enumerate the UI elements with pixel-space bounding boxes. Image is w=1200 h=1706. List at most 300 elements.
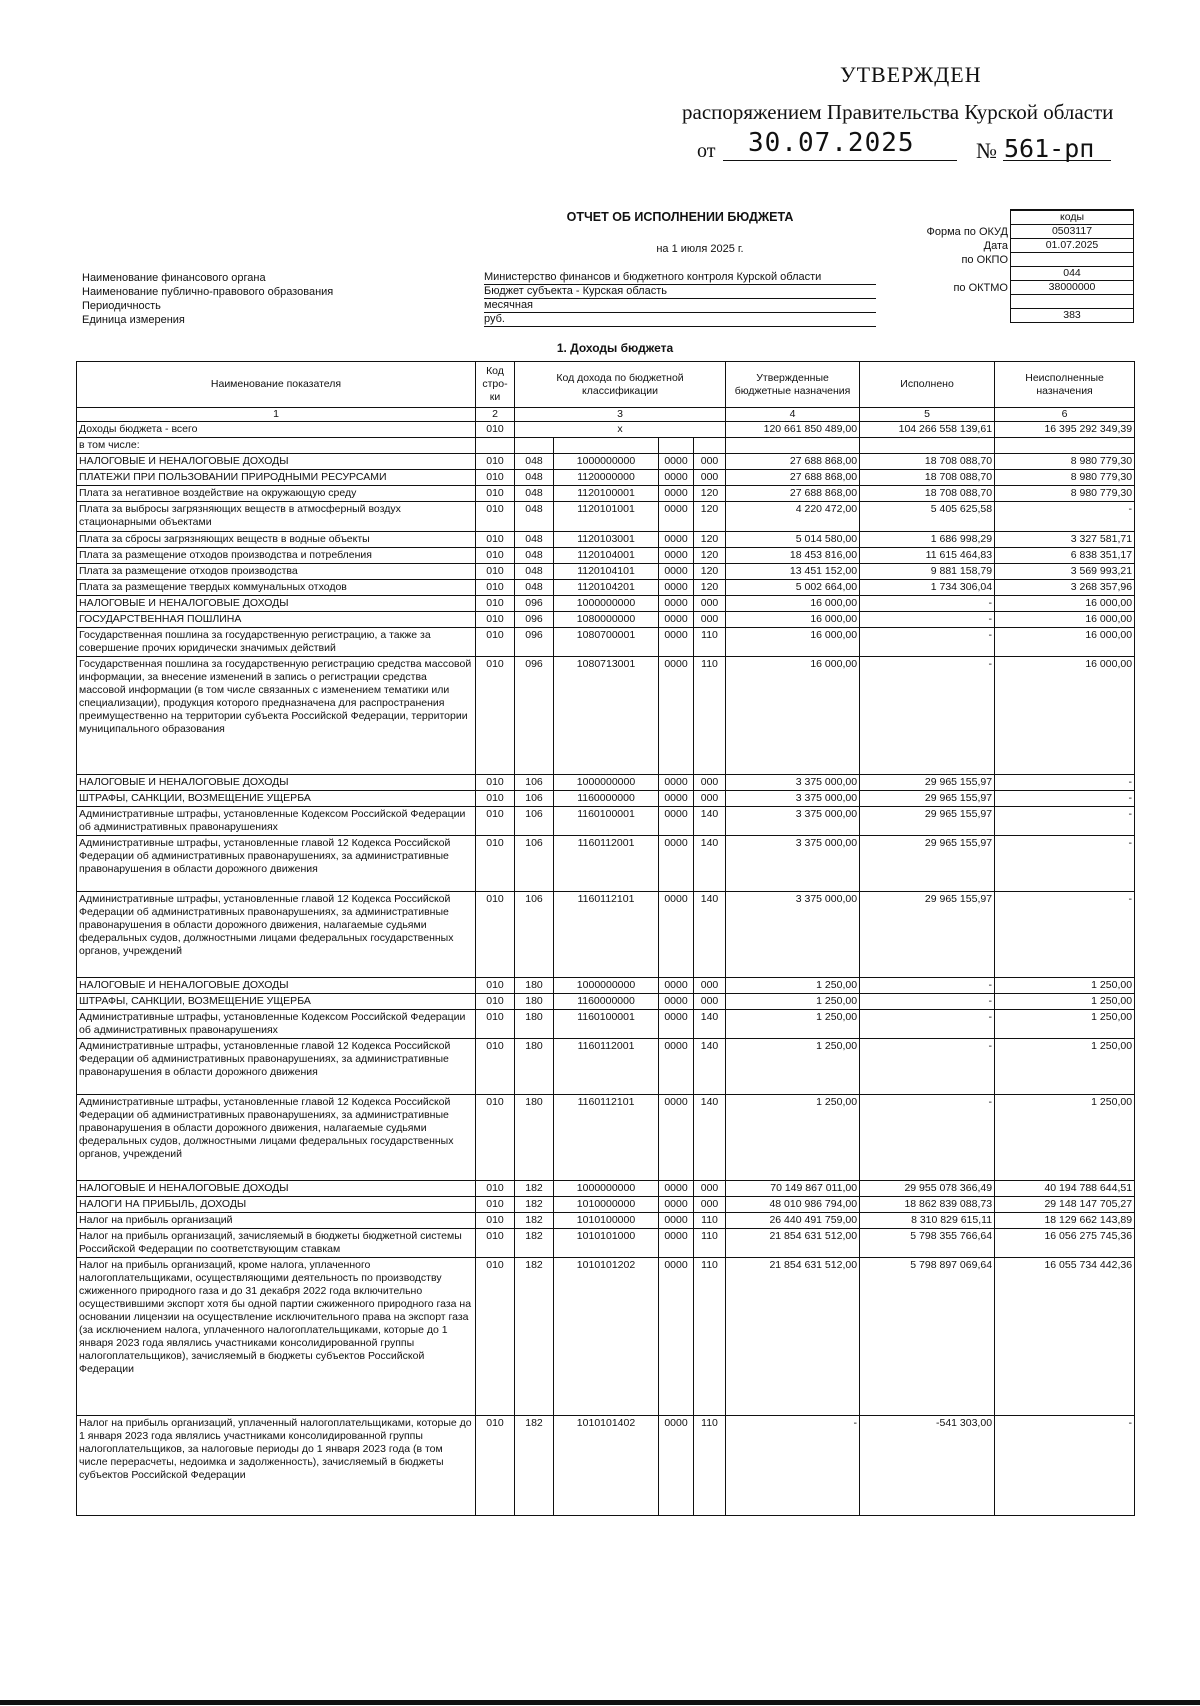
row-kind-code: 110: [694, 657, 726, 775]
row-line-code: 010: [476, 1010, 515, 1039]
table-row: [77, 502, 1135, 532]
row-income-code: 1000000000: [554, 775, 659, 791]
row-line-code: 010: [476, 1213, 515, 1229]
code-glava: 044: [1011, 267, 1134, 281]
fin-organ-value: Министерство финансов и бюджетного контроля Курской области: [484, 270, 876, 285]
row-admin-code: 182: [515, 1416, 554, 1516]
table-row: [77, 438, 1135, 454]
row-unexecuted: 16 395 292 349,39: [995, 422, 1135, 438]
table-row: [77, 1416, 1135, 1516]
row-program-code: 0000: [659, 1010, 694, 1039]
row-admin-code: 182: [515, 1197, 554, 1213]
row-income-code: 1080700001: [554, 628, 659, 657]
row-executed: 29 955 078 366,49: [860, 1181, 995, 1197]
unit-label: Единица измерения: [82, 314, 185, 326]
row-line-code: 010: [476, 1095, 515, 1181]
row-program-code: 0000: [659, 548, 694, 564]
row-admin-code: 048: [515, 548, 554, 564]
row-approved: 21 854 631 512,00: [726, 1229, 860, 1258]
entity-value: Бюджет субъекта - Курская область: [484, 284, 876, 299]
row-name: Государственная пошлина за государственную регистрацию, а также за совершение прочих юридически значимых действий: [77, 628, 476, 657]
row-line-code: 010: [476, 422, 515, 438]
row-program-code: 0000: [659, 807, 694, 836]
table-row: [77, 1258, 1135, 1416]
date-label: Дата: [983, 240, 1008, 252]
row-unexecuted: 16 000,00: [995, 596, 1135, 612]
row-program-code: 0000: [659, 564, 694, 580]
codes-table: [1010, 209, 1134, 323]
row-unexecuted: -: [995, 791, 1135, 807]
row-approved: 4 220 472,00: [726, 502, 860, 532]
row-approved: 1 250,00: [726, 994, 860, 1010]
row-line-code: 010: [476, 470, 515, 486]
row-income-code: 1120101001: [554, 502, 659, 532]
row-approved: 16 000,00: [726, 612, 860, 628]
row-unexecuted: -: [995, 502, 1135, 532]
table-row: [77, 1010, 1135, 1039]
row-admin-code: 096: [515, 657, 554, 775]
row-program-code: 0000: [659, 470, 694, 486]
row-name: НАЛОГОВЫЕ И НЕНАЛОГОВЫЕ ДОХОДЫ: [77, 596, 476, 612]
row-kind-code: 140: [694, 1039, 726, 1095]
oktmo-label: по ОКТМО: [953, 282, 1008, 294]
row-approved: 5 014 580,00: [726, 532, 860, 548]
code-date: 01.07.2025: [1011, 239, 1134, 253]
row-kind-code: 000: [694, 1181, 726, 1197]
colnum: 4: [726, 408, 860, 422]
row-program-code: 0000: [659, 1197, 694, 1213]
row-program-code: 0000: [659, 978, 694, 994]
row-kind-code: 140: [694, 836, 726, 892]
row-admin-code: 048: [515, 470, 554, 486]
row-executed: 29 965 155,97: [860, 791, 995, 807]
row-program-code: 0000: [659, 892, 694, 978]
row-income-code: 1000000000: [554, 1181, 659, 1197]
row-admin-code: 182: [515, 1213, 554, 1229]
code-okud: 0503117: [1011, 225, 1134, 239]
row-name: НАЛОГОВЫЕ И НЕНАЛОГОВЫЕ ДОХОДЫ: [77, 978, 476, 994]
row-unexecuted: [995, 438, 1135, 454]
row-admin-code: 096: [515, 596, 554, 612]
table-row: [77, 775, 1135, 791]
periodicity-label: Периодичность: [82, 300, 161, 312]
row-income-code: 1160112001: [554, 836, 659, 892]
row-unexecuted: 8 980 779,30: [995, 486, 1135, 502]
row-kind-code: 110: [694, 1229, 726, 1258]
row-unexecuted: 6 838 351,17: [995, 548, 1135, 564]
row-program-code: 0000: [659, 612, 694, 628]
row-approved: 70 149 867 011,00: [726, 1181, 860, 1197]
row-executed: 9 881 158,79: [860, 564, 995, 580]
table-row: [77, 1039, 1135, 1095]
row-unexecuted: 8 980 779,30: [995, 454, 1135, 470]
row-approved: [726, 438, 860, 454]
table-row: [77, 791, 1135, 807]
row-program-code: 0000: [659, 994, 694, 1010]
bottom-rule: [0, 1700, 1200, 1705]
row-income-code: 1120104201: [554, 580, 659, 596]
row-income-code: 1160112001: [554, 1039, 659, 1095]
header-income-code: Код дохода по бюджетной классификации: [515, 362, 726, 408]
periodicity-value: месячная: [484, 298, 876, 313]
row-name: Плата за размещение отходов производства и потребления: [77, 548, 476, 564]
row-line-code: 010: [476, 612, 515, 628]
row-kind-code: 120: [694, 532, 726, 548]
order-text: распоряжением Правительства Курской области: [682, 100, 1114, 124]
row-approved: 3 375 000,00: [726, 791, 860, 807]
row-approved: 48 010 986 794,00: [726, 1197, 860, 1213]
row-unexecuted: 3 268 357,96: [995, 580, 1135, 596]
row-kind-code: 000: [694, 791, 726, 807]
row-executed: -: [860, 657, 995, 775]
entity-label: Наименование публично-правового образования: [82, 286, 334, 298]
header-executed: Исполнено: [860, 362, 995, 408]
row-name: Административные штрафы, установленные главой 12 Кодекса Российской Федерации об административных правонарушениях, за административные правонарушения в области дорожного движения: [77, 1039, 476, 1095]
row-name: НАЛОГОВЫЕ И НЕНАЛОГОВЫЕ ДОХОДЫ: [77, 1181, 476, 1197]
row-executed: 104 266 558 139,61: [860, 422, 995, 438]
row-executed: 18 862 839 088,73: [860, 1197, 995, 1213]
row-unexecuted: 1 250,00: [995, 1095, 1135, 1181]
row-name: НАЛОГОВЫЕ И НЕНАЛОГОВЫЕ ДОХОДЫ: [77, 775, 476, 791]
row-program-code: 0000: [659, 596, 694, 612]
row-program-code: 0000: [659, 1416, 694, 1516]
row-line-code: 010: [476, 1181, 515, 1197]
row-line-code: 010: [476, 548, 515, 564]
table-row: [77, 580, 1135, 596]
row-name: Административные штрафы, установленные Кодексом Российской Федерации об административных правонарушениях: [77, 1010, 476, 1039]
row-admin-code: 106: [515, 836, 554, 892]
row-name: Налог на прибыль организаций: [77, 1213, 476, 1229]
row-income-code: 1120103001: [554, 532, 659, 548]
table-row: [77, 628, 1135, 657]
row-line-code: 010: [476, 1197, 515, 1213]
unit-value: руб.: [484, 312, 876, 327]
code-oktmo: 38000000: [1011, 281, 1134, 295]
colnum: 2: [476, 408, 515, 422]
row-approved: 1 250,00: [726, 1039, 860, 1095]
row-approved: 1 250,00: [726, 1010, 860, 1039]
date-underline: [723, 160, 957, 161]
row-line-code: 010: [476, 596, 515, 612]
table-row: [77, 807, 1135, 836]
row-name: ШТРАФЫ, САНКЦИИ, ВОЗМЕЩЕНИЕ УЩЕРБА: [77, 994, 476, 1010]
row-kind-code: 110: [694, 1213, 726, 1229]
from-label: от: [697, 140, 716, 162]
row-program-code: [659, 438, 694, 454]
row-income-code: 1010101000: [554, 1229, 659, 1258]
row-income-code: 1000000000: [554, 454, 659, 470]
row-executed: 18 708 088,70: [860, 486, 995, 502]
row-unexecuted: 16 000,00: [995, 657, 1135, 775]
row-income-code: 1010101202: [554, 1258, 659, 1416]
row-program-code: 0000: [659, 628, 694, 657]
row-kind-code: 120: [694, 580, 726, 596]
row-income-code: 1120104001: [554, 548, 659, 564]
row-program-code: 0000: [659, 657, 694, 775]
table-row: [77, 422, 1135, 438]
row-income-code: 1160000000: [554, 791, 659, 807]
row-approved: 26 440 491 759,00: [726, 1213, 860, 1229]
row-kind-code: 140: [694, 1010, 726, 1039]
row-admin-code: 096: [515, 612, 554, 628]
row-line-code: 010: [476, 775, 515, 791]
row-program-code: 0000: [659, 1258, 694, 1416]
row-income-code: 1120104101: [554, 564, 659, 580]
table-row: [77, 564, 1135, 580]
code-okpo: [1011, 253, 1134, 267]
row-unexecuted: -: [995, 1416, 1135, 1516]
code-period: [1011, 295, 1134, 309]
row-executed: 5 405 625,58: [860, 502, 995, 532]
row-unexecuted: 1 250,00: [995, 978, 1135, 994]
row-admin-code: 106: [515, 791, 554, 807]
row-name: Административные штрафы, установленные главой 12 Кодекса Российской Федерации об административных правонарушениях, за административные правонарушения в области дорожного движения, налагаемые судьями федеральных судов, должностными лицами федеральных государственных органов, учреждений: [77, 1095, 476, 1181]
row-executed: 18 708 088,70: [860, 470, 995, 486]
table-row: [77, 657, 1135, 775]
row-unexecuted: 18 129 662 143,89: [995, 1213, 1135, 1229]
row-admin-code: 182: [515, 1258, 554, 1416]
row-executed: -: [860, 1039, 995, 1095]
row-approved: 16 000,00: [726, 628, 860, 657]
row-executed: -: [860, 612, 995, 628]
row-program-code: 0000: [659, 454, 694, 470]
row-approved: 27 688 868,00: [726, 486, 860, 502]
fin-organ-label: Наименование финансового органа: [82, 272, 266, 284]
table-row: [77, 1229, 1135, 1258]
row-line-code: 010: [476, 994, 515, 1010]
row-name: ШТРАФЫ, САНКЦИИ, ВОЗМЕЩЕНИЕ УЩЕРБА: [77, 791, 476, 807]
row-name: Доходы бюджета - всего: [77, 422, 476, 438]
row-line-code: 010: [476, 1039, 515, 1095]
row-line-code: 010: [476, 1258, 515, 1416]
colnum: 5: [860, 408, 995, 422]
row-executed: -: [860, 596, 995, 612]
row-program-code: 0000: [659, 486, 694, 502]
table-row: [77, 596, 1135, 612]
table-row: [77, 454, 1135, 470]
row-unexecuted: 16 000,00: [995, 628, 1135, 657]
row-line-code: 010: [476, 532, 515, 548]
row-line-code: 010: [476, 628, 515, 657]
approved-heading: УТВЕРЖДЕН: [840, 62, 982, 87]
row-executed: 8 310 829 615,11: [860, 1213, 995, 1229]
row-name: Налог на прибыль организаций, зачисляемый в бюджеты бюджетной системы Российской Федерации по соответствующим ставкам: [77, 1229, 476, 1258]
table-row: [77, 532, 1135, 548]
row-executed: 29 965 155,97: [860, 775, 995, 791]
row-approved: 5 002 664,00: [726, 580, 860, 596]
row-name: Плата за негативное воздействие на окружающую среду: [77, 486, 476, 502]
row-executed: -: [860, 994, 995, 1010]
row-kind-code: 000: [694, 775, 726, 791]
row-income-code: 1080713001: [554, 657, 659, 775]
row-kind-code: 110: [694, 1258, 726, 1416]
row-name: в том числе:: [77, 438, 476, 454]
row-unexecuted: 3 569 993,21: [995, 564, 1135, 580]
row-approved: 3 375 000,00: [726, 892, 860, 978]
row-unexecuted: 1 250,00: [995, 1039, 1135, 1095]
row-executed: 11 615 464,83: [860, 548, 995, 564]
row-approved: 1 250,00: [726, 1095, 860, 1181]
row-unexecuted: 3 327 581,71: [995, 532, 1135, 548]
row-name: Государственная пошлина за государственную регистрацию средства массовой информации, за внесение изменений в запись о регистрации средства массовой информации (в том числе связанных с изменением тематики или специализации), продукция которого предназначена для распространения преимущественно на территории субъекта Российской Федерации, территории муниципального образования: [77, 657, 476, 775]
row-line-code: 010: [476, 791, 515, 807]
row-unexecuted: 1 250,00: [995, 1010, 1135, 1039]
row-name: ПЛАТЕЖИ ПРИ ПОЛЬЗОВАНИИ ПРИРОДНЫМИ РЕСУРСАМИ: [77, 470, 476, 486]
row-unexecuted: -: [995, 836, 1135, 892]
row-line-code: 010: [476, 564, 515, 580]
row-admin-code: 048: [515, 454, 554, 470]
row-kind-code: 120: [694, 548, 726, 564]
row-executed: 29 965 155,97: [860, 836, 995, 892]
report-title: ОТЧЕТ ОБ ИСПОЛНЕНИИ БЮДЖЕТА: [566, 210, 794, 224]
row-approved: 120 661 850 489,00: [726, 422, 860, 438]
row-approved: 3 375 000,00: [726, 775, 860, 791]
row-approved: 16 000,00: [726, 657, 860, 775]
row-program-code: 0000: [659, 1039, 694, 1095]
table-row: [77, 470, 1135, 486]
table-row: [77, 548, 1135, 564]
row-executed: 1 686 998,29: [860, 532, 995, 548]
row-kind-code: 000: [694, 1197, 726, 1213]
row-name: Плата за сбросы загрязняющих веществ в водные объекты: [77, 532, 476, 548]
row-program-code: 0000: [659, 1181, 694, 1197]
colnum: 1: [77, 408, 476, 422]
row-name: НАЛОГОВЫЕ И НЕНАЛОГОВЫЕ ДОХОДЫ: [77, 454, 476, 470]
row-income-code: [554, 438, 659, 454]
row-income-code: 1000000000: [554, 978, 659, 994]
row-unexecuted: 16 056 275 745,36: [995, 1229, 1135, 1258]
row-income-code: 1120100001: [554, 486, 659, 502]
table-row: [77, 892, 1135, 978]
row-unexecuted: 40 194 788 644,51: [995, 1181, 1135, 1197]
row-executed: 1 734 306,04: [860, 580, 995, 596]
header-name: Наименование показателя: [77, 362, 476, 408]
row-line-code: 010: [476, 978, 515, 994]
number-underline: [1003, 160, 1111, 161]
row-executed: -: [860, 1095, 995, 1181]
row-line-code: 010: [476, 1416, 515, 1516]
row-admin-code: 048: [515, 532, 554, 548]
row-kind-code: 120: [694, 502, 726, 532]
row-name: Административные штрафы, установленные Кодексом Российской Федерации об административных правонарушениях: [77, 807, 476, 836]
row-line-code: 010: [476, 502, 515, 532]
row-kind-code: 110: [694, 1416, 726, 1516]
row-admin-code: 180: [515, 978, 554, 994]
code-okei: 383: [1011, 309, 1134, 323]
row-unexecuted: 8 980 779,30: [995, 470, 1135, 486]
row-admin-code: 106: [515, 892, 554, 978]
row-executed: 5 798 355 766,64: [860, 1229, 995, 1258]
row-income-code: 1120000000: [554, 470, 659, 486]
row-unexecuted: -: [995, 775, 1135, 791]
row-approved: 1 250,00: [726, 978, 860, 994]
row-kind-code: 140: [694, 807, 726, 836]
row-kind-code: 000: [694, 978, 726, 994]
row-kind-code: 120: [694, 486, 726, 502]
table-row: [77, 978, 1135, 994]
table-row: [77, 1197, 1135, 1213]
row-income-code: 1160000000: [554, 994, 659, 1010]
table-row: [77, 1181, 1135, 1197]
row-unexecuted: 1 250,00: [995, 994, 1135, 1010]
row-line-code: [476, 438, 515, 454]
row-program-code: 0000: [659, 1229, 694, 1258]
row-executed: -: [860, 1010, 995, 1039]
row-admin-code: [515, 438, 554, 454]
row-executed: [860, 438, 995, 454]
row-executed: -: [860, 628, 995, 657]
table-row: [77, 612, 1135, 628]
row-approved: 18 453 816,00: [726, 548, 860, 564]
colnum: 6: [995, 408, 1135, 422]
row-name: Плата за размещение твердых коммунальных отходов: [77, 580, 476, 596]
row-kind-code: 000: [694, 454, 726, 470]
row-program-code: 0000: [659, 1095, 694, 1181]
order-number: 561-рп: [1004, 134, 1095, 163]
row-line-code: 010: [476, 836, 515, 892]
table-row: [77, 486, 1135, 502]
row-unexecuted: 16 055 734 442,36: [995, 1258, 1135, 1416]
row-kind-code: 120: [694, 564, 726, 580]
row-executed: -: [860, 978, 995, 994]
header-approved: Утвержденные бюджетные назначения: [726, 362, 860, 408]
row-approved: 21 854 631 512,00: [726, 1258, 860, 1416]
report-as-of: на 1 июля 2025 г.: [656, 243, 744, 255]
row-program-code: 0000: [659, 532, 694, 548]
row-program-code: 0000: [659, 791, 694, 807]
row-kind-code: 000: [694, 596, 726, 612]
section-title: 1. Доходы бюджета: [556, 341, 674, 355]
row-income-code: 1160112101: [554, 1095, 659, 1181]
row-line-code: 010: [476, 892, 515, 978]
row-admin-code: 182: [515, 1229, 554, 1258]
income-table: [76, 361, 1135, 1516]
row-admin-code: 048: [515, 580, 554, 596]
row-income-code: 1010101402: [554, 1416, 659, 1516]
row-program-code: 0000: [659, 580, 694, 596]
row-program-code: 0000: [659, 1213, 694, 1229]
row-program-code: 0000: [659, 502, 694, 532]
table-row: [77, 836, 1135, 892]
table-row: [77, 1213, 1135, 1229]
okud-label: Форма по ОКУД: [926, 226, 1008, 238]
row-approved: 16 000,00: [726, 596, 860, 612]
row-executed: 5 798 897 069,64: [860, 1258, 995, 1416]
table-row: [77, 1095, 1135, 1181]
number-label: №: [976, 138, 997, 163]
okpo-label: по ОКПО: [961, 254, 1008, 266]
row-admin-code: 106: [515, 775, 554, 791]
row-line-code: 010: [476, 580, 515, 596]
row-kind-code: 000: [694, 994, 726, 1010]
row-name: Налог на прибыль организаций, уплаченный налогоплательщиками, которые до 1 января 2023 года являлись участниками консолидированной группы налогоплательщиков, за налоговые периоды до 1 января 2023 года (в том числе перерасчеты, недоимка и задолженность), зачисляемый в бюджеты субъектов Российской Федерации: [77, 1416, 476, 1516]
row-unexecuted: 16 000,00: [995, 612, 1135, 628]
row-line-code: 010: [476, 807, 515, 836]
row-income-code: 1160100001: [554, 807, 659, 836]
row-income-code: 1080000000: [554, 612, 659, 628]
row-name: Плата за выбросы загрязняющих веществ в атмосферный воздух стационарными объектами: [77, 502, 476, 532]
row-approved: 27 688 868,00: [726, 454, 860, 470]
row-name: Налог на прибыль организаций, кроме налога, уплаченного налогоплательщиками, осуществляющими деятельность по производству сжиженного природного газа и до 31 декабря 2022 года включительно осуществившими экспорт хотя бы одной партии сжиженного природного газа на основании лицензии на осуществление исключительного права на экспорт газа (за исключением налога, уплаченного налогоплательщиками, которые до 1 января 2023 года являлись участниками консолидированной группы налогоплательщиков), зачисляемый в бюджеты субъектов Российской Федерации: [77, 1258, 476, 1416]
header-line-code: Код стро- ки: [476, 362, 515, 408]
row-income-code: 1160112101: [554, 892, 659, 978]
row-unexecuted: -: [995, 892, 1135, 978]
row-executed: 29 965 155,97: [860, 892, 995, 978]
row-approved: -: [726, 1416, 860, 1516]
codes-header: коды: [1011, 210, 1134, 225]
header-unexecuted: Неисполненные назначения: [995, 362, 1135, 408]
row-admin-code: 048: [515, 486, 554, 502]
